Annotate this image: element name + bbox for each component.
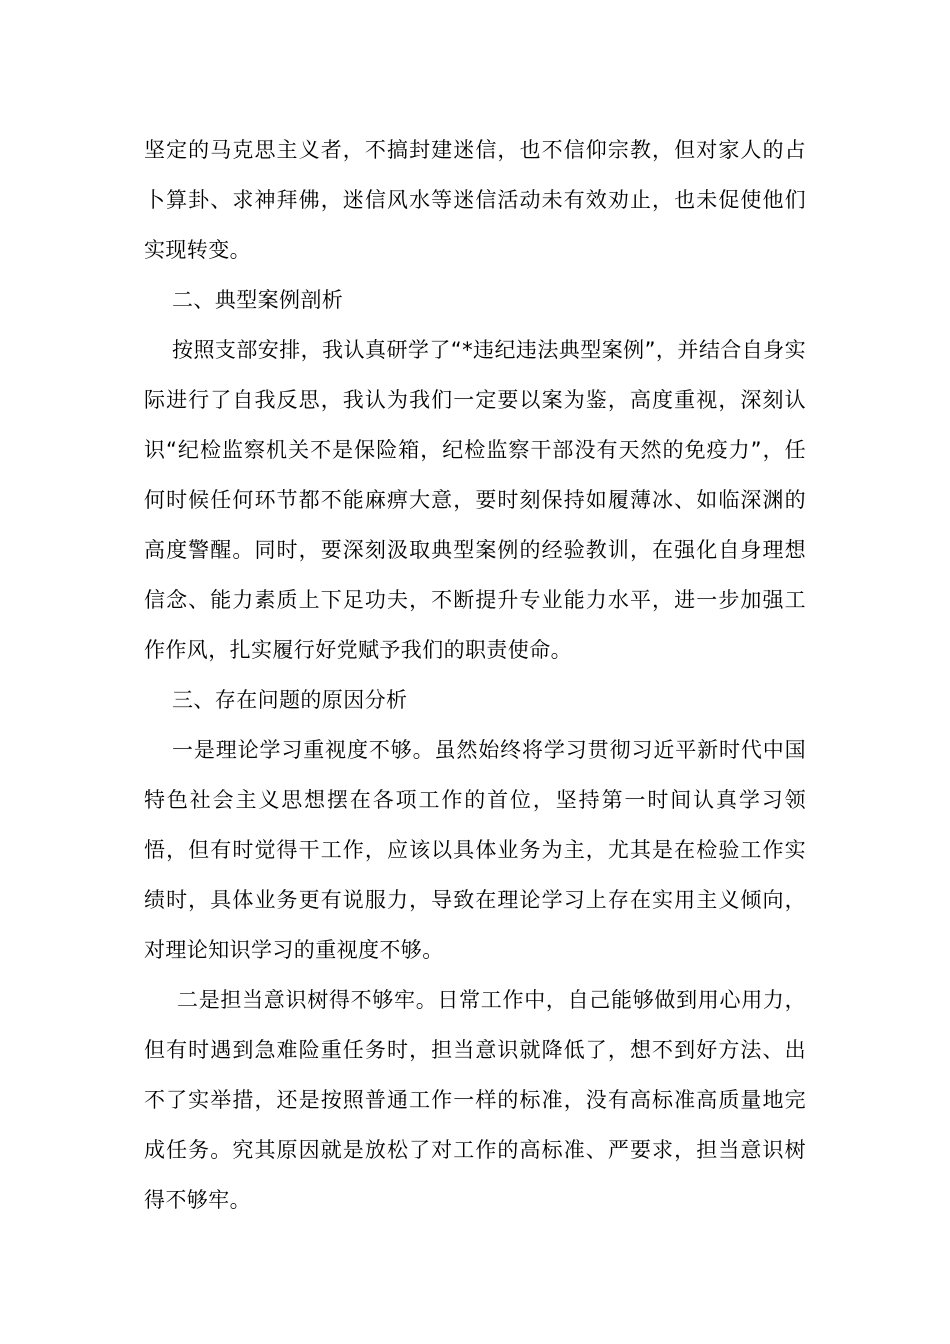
paragraph-reason-2: 二是担当意识树得不够牢。日常工作中，自己能够做到用心用力，但有时遇到急难险重任务时，担当意识就降低了，想不到好方法、出不了实举措，还是按照普通工作一样的标准，没有高标准高质量地完成任务。究其原因就是放松了对工作的高标准、严要求，担当意识树得不够牢。 — [144, 988, 806, 1212]
section-heading-3: 三、存在问题的原因分析 — [172, 688, 408, 712]
paragraph-continuation: 坚定的马克思主义者，不搞封建迷信，也不信仰宗教，但对家人的占卜算卦、求神拜佛，迷信风水等迷信活动未有效劝止，也未促使他们实现转变。 — [144, 138, 806, 262]
paragraph-reason-1: 一是理论学习重视度不够。虽然始终将学习贯彻习近平新时代中国特色社会主义思想摆在各项工作的首位，坚持第一时间认真学习领悟，但有时觉得干工作，应该以具体业务为主，尤其是在检验工作实绩时，具体业务更有说服力，导致在理论学习上存在实用主义倾向，对理论知识学习的重视度不够。 — [144, 738, 806, 962]
paragraph-case-analysis: 按照支部安排，我认真研学了“*违纪违法典型案例”，并结合自身实际进行了自我反思，我认为我们一定要以案为鉴，高度重视，深刻认识“纪检监察机关不是保险箱，纪检监察干部没有天然的免疫力”，任何时候任何环节都不能麻痹大意，要时刻保持如履薄冰、如临深渊的高度警醒。同时，要深刻汲取典型案例的经验教训，在强化自身理想信念、能力素质上下足功夫，不断提升专业能力水平，进一步加强工作作风，扎实履行好党赋予我们的职责使命。 — [144, 338, 806, 662]
section-heading-2: 二、典型案例剖析 — [172, 288, 344, 312]
document-body — [144, 125, 806, 1225]
